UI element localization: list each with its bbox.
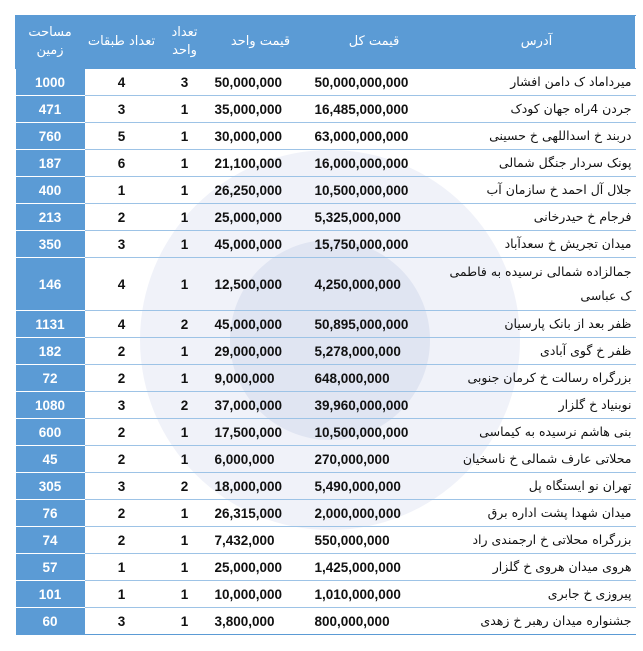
cell-area: 471 (16, 96, 85, 123)
cell-address: جردن 4راه جهان کودک (438, 96, 636, 123)
cell-total-price: 648,000,000 (311, 365, 438, 392)
cell-address: میدان تجریش خ سعدآباد (438, 231, 636, 258)
cell-floors: 1 (85, 554, 159, 581)
cell-area: 1080 (16, 392, 85, 419)
property-price-table (15, 15, 636, 635)
table-row (16, 311, 636, 338)
cell-units: 1 (159, 338, 211, 365)
cell-address: پیروزی خ جابری (438, 581, 636, 608)
cell-unit-price: 45,000,000 (211, 231, 311, 258)
header-area: مساحت زمین (16, 16, 85, 69)
table-row (16, 581, 636, 608)
cell-unit-price: 17,500,000 (211, 419, 311, 446)
cell-units: 1 (159, 419, 211, 446)
table-row (16, 392, 636, 419)
cell-units: 2 (159, 392, 211, 419)
cell-total-price: 10,500,000,000 (311, 419, 438, 446)
cell-unit-price: 6,000,000 (211, 446, 311, 473)
cell-unit-price: 7,432,000 (211, 527, 311, 554)
table-row (16, 150, 636, 177)
table-row (16, 527, 636, 554)
cell-address: محلاتی عارف شمالی خ ناسخیان (438, 446, 636, 473)
table-row (16, 204, 636, 231)
cell-total-price: 5,490,000,000 (311, 473, 438, 500)
table-row (16, 473, 636, 500)
cell-units: 1 (159, 446, 211, 473)
cell-total-price: 1,010,000,000 (311, 581, 438, 608)
cell-units: 1 (159, 231, 211, 258)
table-row (16, 419, 636, 446)
cell-floors: 2 (85, 527, 159, 554)
cell-floors: 3 (85, 473, 159, 500)
cell-floors: 1 (85, 177, 159, 204)
cell-address: جمالزاده شمالی نرسیده به فاطمی ک عباسی (438, 258, 636, 311)
cell-total-price: 2,000,000,000 (311, 500, 438, 527)
cell-area: 1000 (16, 69, 85, 96)
cell-address: جشنواره میدان رهبر خ زهدی (438, 608, 636, 635)
cell-unit-price: 25,000,000 (211, 204, 311, 231)
cell-units: 1 (159, 581, 211, 608)
cell-floors: 4 (85, 69, 159, 96)
cell-floors: 2 (85, 338, 159, 365)
cell-floors: 2 (85, 365, 159, 392)
cell-floors: 3 (85, 608, 159, 635)
cell-address: جلال آل احمد خ سازمان آب (438, 177, 636, 204)
cell-unit-price: 26,250,000 (211, 177, 311, 204)
cell-total-price: 270,000,000 (311, 446, 438, 473)
cell-unit-price: 37,000,000 (211, 392, 311, 419)
cell-floors: 2 (85, 446, 159, 473)
cell-floors: 6 (85, 150, 159, 177)
cell-address: میدان شهدا پشت اداره برق (438, 500, 636, 527)
cell-units: 3 (159, 69, 211, 96)
cell-area: 74 (16, 527, 85, 554)
cell-floors: 4 (85, 311, 159, 338)
cell-floors: 4 (85, 258, 159, 311)
cell-area: 1131 (16, 311, 85, 338)
cell-address: میرداماد ک دامن افشار (438, 69, 636, 96)
cell-units: 1 (159, 150, 211, 177)
cell-total-price: 50,895,000,000 (311, 311, 438, 338)
cell-floors: 2 (85, 500, 159, 527)
cell-units: 1 (159, 554, 211, 581)
header-units: تعداد واحد (159, 16, 211, 69)
cell-unit-price: 12,500,000 (211, 258, 311, 311)
cell-address: هروی میدان هروی خ گلزار (438, 554, 636, 581)
cell-units: 1 (159, 123, 211, 150)
cell-area: 45 (16, 446, 85, 473)
table-row (16, 96, 636, 123)
cell-units: 1 (159, 365, 211, 392)
cell-address: فرجام خ حیدرخانی (438, 204, 636, 231)
table-header-row (16, 16, 636, 69)
cell-total-price: 5,278,000,000 (311, 338, 438, 365)
cell-units: 1 (159, 500, 211, 527)
cell-area: 760 (16, 123, 85, 150)
cell-unit-price: 21,100,000 (211, 150, 311, 177)
header-address: آدرس (438, 16, 636, 69)
cell-units: 1 (159, 258, 211, 311)
cell-units: 1 (159, 608, 211, 635)
cell-total-price: 63,000,000,000 (311, 123, 438, 150)
table-row (16, 258, 636, 311)
table-row (16, 123, 636, 150)
cell-total-price: 16,000,000,000 (311, 150, 438, 177)
cell-area: 305 (16, 473, 85, 500)
cell-area: 600 (16, 419, 85, 446)
table-row (16, 231, 636, 258)
table-row (16, 69, 636, 96)
cell-address: ظفر بعد از بانک پارسیان (438, 311, 636, 338)
cell-total-price: 5,325,000,000 (311, 204, 438, 231)
cell-floors: 5 (85, 123, 159, 150)
cell-address: نوبنیاد خ گلزار (438, 392, 636, 419)
table-row (16, 446, 636, 473)
cell-unit-price: 18,000,000 (211, 473, 311, 500)
cell-unit-price: 30,000,000 (211, 123, 311, 150)
cell-total-price: 800,000,000 (311, 608, 438, 635)
cell-total-price: 39,960,000,000 (311, 392, 438, 419)
table-row (16, 177, 636, 204)
cell-area: 72 (16, 365, 85, 392)
cell-unit-price: 35,000,000 (211, 96, 311, 123)
cell-area: 187 (16, 150, 85, 177)
cell-area: 76 (16, 500, 85, 527)
cell-total-price: 550,000,000 (311, 527, 438, 554)
cell-unit-price: 25,000,000 (211, 554, 311, 581)
cell-unit-price: 10,000,000 (211, 581, 311, 608)
cell-units: 1 (159, 177, 211, 204)
cell-address: بزرگراه رسالت خ کرمان جنوبی (438, 365, 636, 392)
cell-total-price: 50,000,000,000 (311, 69, 438, 96)
header-unit-price: قیمت واحد (211, 16, 311, 69)
cell-floors: 2 (85, 419, 159, 446)
cell-floors: 1 (85, 581, 159, 608)
cell-units: 2 (159, 311, 211, 338)
cell-units: 1 (159, 204, 211, 231)
cell-units: 1 (159, 96, 211, 123)
cell-unit-price: 9,000,000 (211, 365, 311, 392)
cell-area: 60 (16, 608, 85, 635)
table-row (16, 554, 636, 581)
header-total-price: قیمت کل (311, 16, 438, 69)
cell-address: ظفر خ گوی آبادی (438, 338, 636, 365)
table-row (16, 365, 636, 392)
cell-units: 1 (159, 527, 211, 554)
header-floors: تعداد طبقات (85, 16, 159, 69)
table-row (16, 500, 636, 527)
cell-floors: 3 (85, 96, 159, 123)
cell-total-price: 15,750,000,000 (311, 231, 438, 258)
cell-unit-price: 29,000,000 (211, 338, 311, 365)
cell-floors: 3 (85, 392, 159, 419)
cell-address: دربند خ اسداللهی خ حسینی (438, 123, 636, 150)
cell-area: 57 (16, 554, 85, 581)
cell-address: بزرگراه محلاتی خ ارجمندی راد (438, 527, 636, 554)
cell-area: 400 (16, 177, 85, 204)
cell-total-price: 4,250,000,000 (311, 258, 438, 311)
cell-unit-price: 45,000,000 (211, 311, 311, 338)
cell-area: 101 (16, 581, 85, 608)
cell-total-price: 16,485,000,000 (311, 96, 438, 123)
cell-address: تهران نو ایستگاه پل (438, 473, 636, 500)
cell-address: بنی هاشم نرسیده به کیماسی (438, 419, 636, 446)
cell-area: 146 (16, 258, 85, 311)
cell-unit-price: 50,000,000 (211, 69, 311, 96)
cell-total-price: 1,425,000,000 (311, 554, 438, 581)
cell-address: پونک سردار جنگل شمالی (438, 150, 636, 177)
cell-area: 350 (16, 231, 85, 258)
cell-unit-price: 26,315,000 (211, 500, 311, 527)
cell-total-price: 10,500,000,000 (311, 177, 438, 204)
cell-floors: 3 (85, 231, 159, 258)
cell-area: 213 (16, 204, 85, 231)
cell-floors: 2 (85, 204, 159, 231)
cell-unit-price: 3,800,000 (211, 608, 311, 635)
table-row (16, 608, 636, 635)
cell-area: 182 (16, 338, 85, 365)
cell-units: 2 (159, 473, 211, 500)
table-row (16, 338, 636, 365)
